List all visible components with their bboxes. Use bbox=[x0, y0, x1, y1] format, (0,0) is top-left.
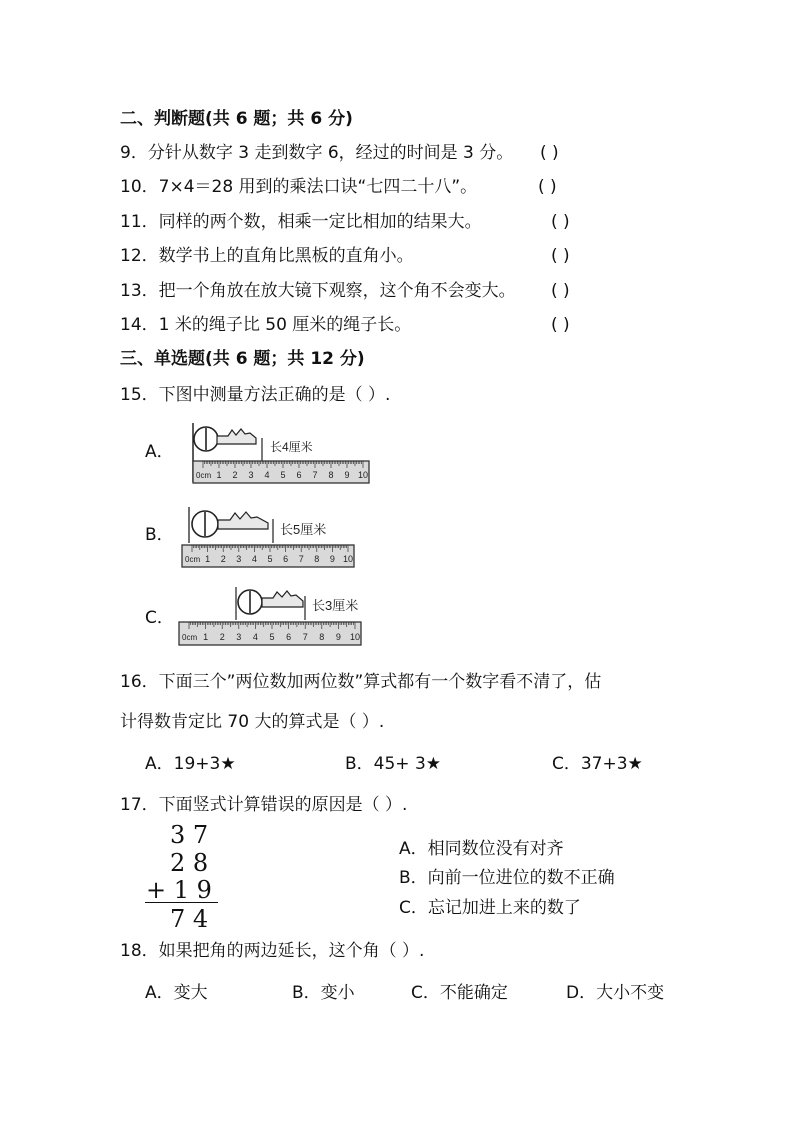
question-15: 15．下图中测量方法正确的是（ ）. bbox=[120, 385, 391, 405]
q18-option-a[interactable]: A．变大 bbox=[145, 983, 208, 1003]
ruler-number-label: 8 bbox=[328, 470, 334, 480]
q18-option-b[interactable]: B．变小 bbox=[292, 983, 355, 1003]
q15-b-caption: 长5厘米 bbox=[280, 522, 327, 537]
ruler-number-label: 9 bbox=[329, 554, 335, 564]
q15-option-c-label[interactable]: C． bbox=[145, 608, 174, 628]
q15-option-a-label[interactable]: A． bbox=[145, 442, 174, 462]
q15-option-a-figure bbox=[188, 420, 373, 486]
ruler bbox=[182, 545, 354, 567]
ruler-number-label: 8 bbox=[319, 632, 325, 642]
ruler-number-label: 3 bbox=[248, 470, 254, 480]
ruler-number-label: 10 bbox=[357, 470, 369, 480]
vertical-sum-line bbox=[145, 902, 218, 903]
q15-c-caption: 长3厘米 bbox=[312, 598, 359, 613]
question-12: 12．数学书上的直角比黑板的直角小。 bbox=[120, 246, 414, 266]
q17-option-b[interactable]: B．向前一位进位的数不正确 bbox=[399, 868, 615, 888]
ruler-number-label: 1 bbox=[205, 554, 211, 564]
question-18: 18．如果把角的两边延长，这个角（ ）. bbox=[120, 941, 425, 961]
ruler-zero-label: 0cm bbox=[182, 633, 198, 642]
question-10: 10．7×4＝28 用到的乘法口诀“七四二十八”。 bbox=[120, 177, 478, 197]
q16-option-a[interactable]: A．19+3★ bbox=[145, 754, 236, 774]
ruler-number-label: 9 bbox=[344, 470, 350, 480]
vertical-addend-2: 2 8 bbox=[170, 849, 209, 877]
q15-option-c-figure bbox=[176, 584, 364, 650]
ruler-zero-label: 0cm bbox=[185, 555, 201, 564]
ruler bbox=[179, 622, 361, 645]
ruler-number-label: 8 bbox=[314, 554, 320, 564]
question-11: 11．同样的两个数，相乘一定比相加的结果大。 bbox=[120, 212, 482, 232]
key-icon bbox=[192, 511, 268, 537]
question-17: 17．下面竖式计算错误的原因是（ ）. bbox=[120, 795, 408, 815]
ruler-number-label: 4 bbox=[252, 632, 258, 642]
ruler-number-label: 6 bbox=[286, 632, 292, 642]
answer-paren-10[interactable]: ( ) bbox=[538, 177, 557, 197]
q15-option-b-figure bbox=[180, 503, 358, 571]
ruler-number-label: 1 bbox=[203, 632, 209, 642]
q18-option-d[interactable]: D．大小不变 bbox=[566, 983, 665, 1003]
ruler-number-label: 1 bbox=[216, 470, 222, 480]
question-9: 9．分针从数字 3 走到数字 6，经过的时间是 3 分。 bbox=[120, 143, 514, 163]
vertical-addend-3: + 1 9 bbox=[146, 876, 212, 904]
ruler-number-label: 4 bbox=[264, 470, 270, 480]
ruler-number-label: 5 bbox=[269, 632, 275, 642]
q18-option-c[interactable]: C．不能确定 bbox=[411, 983, 508, 1003]
ruler-number-label: 3 bbox=[236, 554, 242, 564]
question-14: 14．1 米的绳子比 50 厘米的绳子长。 bbox=[120, 315, 412, 335]
ruler-number-label: 5 bbox=[267, 554, 273, 564]
ruler-number-label: 2 bbox=[220, 554, 226, 564]
vertical-result: 7 4 bbox=[170, 905, 209, 933]
question-13: 13．把一个角放在放大镜下观察，这个角不会变大。 bbox=[120, 281, 516, 301]
q17-option-c[interactable]: C．忘记加进上来的数了 bbox=[399, 898, 581, 918]
ruler-number-label: 7 bbox=[312, 470, 318, 480]
question-16-line1: 16．下面三个”两位数加两位数”算式都有一个数字看不清了，估 bbox=[120, 672, 602, 692]
ruler-number-label: 5 bbox=[280, 470, 286, 480]
ruler-number-label: 3 bbox=[236, 632, 242, 642]
ruler-number-label: 7 bbox=[298, 554, 304, 564]
question-16-line2: 计得数肯定比 70 大的算式是（ ）. bbox=[120, 712, 385, 732]
answer-paren-9[interactable]: ( ) bbox=[540, 143, 559, 163]
q15-a-caption: 长4厘米 bbox=[270, 440, 313, 454]
ruler-zero-label: 0cm bbox=[196, 471, 212, 480]
answer-paren-13[interactable]: ( ) bbox=[551, 281, 570, 301]
q16-option-b[interactable]: B．45+ 3★ bbox=[345, 754, 441, 774]
key-icon bbox=[194, 427, 256, 451]
q17-option-a[interactable]: A．相同数位没有对齐 bbox=[399, 839, 564, 859]
ruler-number-label: 9 bbox=[335, 632, 341, 642]
q16-option-c[interactable]: C．37+3★ bbox=[552, 754, 643, 774]
ruler-number-label: 6 bbox=[296, 470, 302, 480]
section-heading-single-choice: 三、单选题(共 6 题；共 12 分) bbox=[120, 349, 365, 369]
ruler-number-label: 10 bbox=[342, 554, 354, 564]
ruler-number-label: 4 bbox=[251, 554, 257, 564]
answer-paren-12[interactable]: ( ) bbox=[551, 246, 570, 266]
section-heading-judgement: 二、判断题(共 6 题；共 6 分) bbox=[120, 109, 353, 129]
key-icon bbox=[238, 590, 303, 614]
answer-paren-14[interactable]: ( ) bbox=[551, 315, 570, 335]
ruler-number-label: 6 bbox=[283, 554, 289, 564]
ruler-number-label: 10 bbox=[349, 632, 361, 642]
ruler-number-label: 2 bbox=[232, 470, 238, 480]
ruler bbox=[193, 461, 369, 483]
ruler-number-label: 7 bbox=[302, 632, 308, 642]
vertical-addend-1: 3 7 bbox=[170, 821, 209, 849]
q15-option-b-label[interactable]: B． bbox=[145, 525, 174, 545]
ruler-number-label: 2 bbox=[219, 632, 225, 642]
answer-paren-11[interactable]: ( ) bbox=[551, 212, 570, 232]
